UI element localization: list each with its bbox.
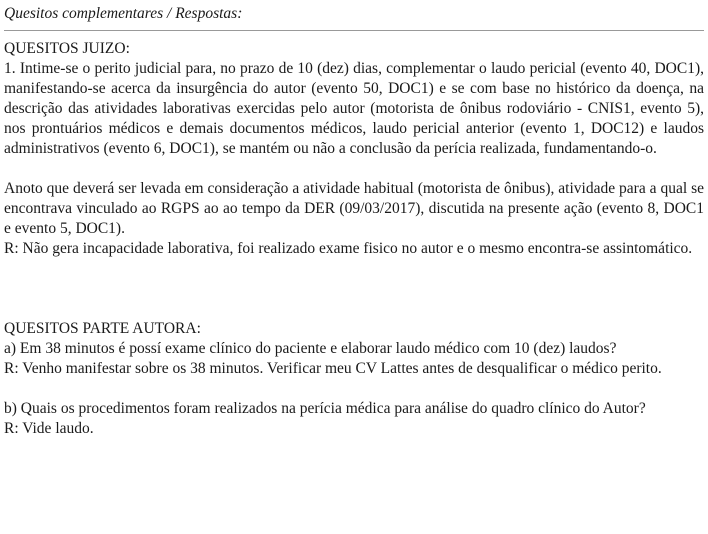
autora-section-title: QUESITOS PARTE AUTORA: xyxy=(4,320,201,337)
document xyxy=(4,4,704,439)
spacer xyxy=(4,159,704,179)
juizo-section-title: QUESITOS JUIZO: xyxy=(4,40,130,57)
spacer-large xyxy=(4,259,704,319)
juizo-answer: R: Não gera incapacidade laborativa, foi realizado exame fisico no autor e o mesmo encontra-se assintomático. xyxy=(4,240,693,257)
autora-question-b: b) Quais os procedimentos foram realizados na perícia médica para análise do quadro clínico do Autor? xyxy=(4,400,646,417)
juizo-question-1: 1. Intime-se o perito judicial para, no prazo de 10 (dez) dias, complementar o laudo pericial (evento 40, DOC1), manifestando-se acerca da insurgência do autor (evento 50, DOC1) e se com base no histórico da doença, na descrição das atividades laborativas exercidas pelo autor (motorista de ônibus rodoviário - CNIS1, evento 5), nos prontuários médicos e demais documentos médicos, laudo pericial anterior (evento 1, DOC12) e laudos administrativos (evento 6, DOC1), se mantém ou não a conclusão da perícia realizada, fundamentando-o. xyxy=(4,60,704,157)
header-title: Quesitos complementares / Respostas: xyxy=(4,5,243,22)
header-divider xyxy=(4,30,704,31)
juizo-note: Anoto que deverá ser levada em consideração a atividade habitual (motorista de ônibus), atividade para a qual se encontrava vinculado ao RGPS ao ao tempo da DER (09/03/2017), discutida na presente ação (evento 8, DOC1 e evento 5, DOC1). xyxy=(4,180,704,237)
autora-answer-b: R: Vide laudo. xyxy=(4,420,94,437)
autora-answer-a: R: Venho manifestar sobre os 38 minutos. Verificar meu CV Lattes antes de desqualificar o médico perito. xyxy=(4,360,662,377)
autora-question-a: a) Em 38 minutos é possí exame clínico do paciente e elaborar laudo médico com 10 (dez) laudos? xyxy=(4,340,617,357)
spacer xyxy=(4,379,704,399)
